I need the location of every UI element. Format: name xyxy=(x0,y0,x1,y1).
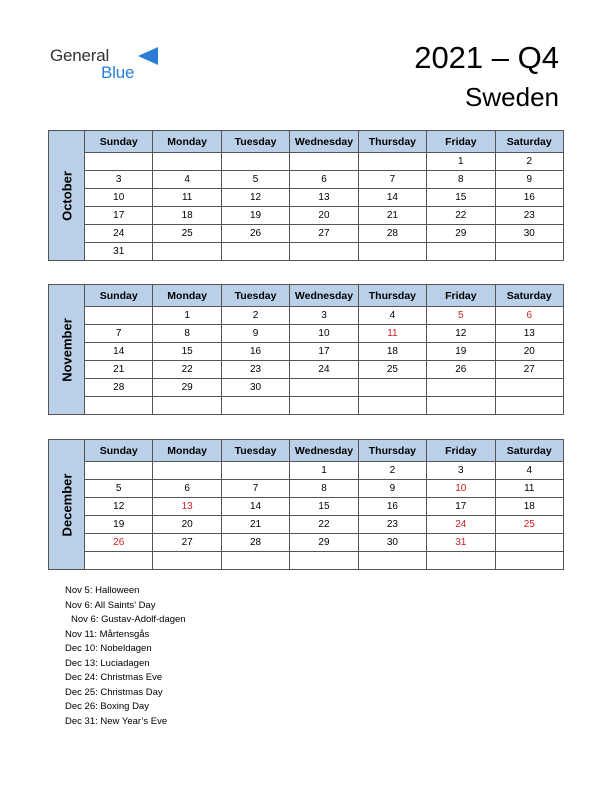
weekday-header: Wednesday xyxy=(290,440,358,462)
day-cell xyxy=(153,552,221,570)
day-cell: 18 xyxy=(358,343,426,361)
holiday-note: Dec 10: Nobeldagen xyxy=(65,643,152,654)
day-cell: 18 xyxy=(153,207,221,225)
day-cell xyxy=(153,153,221,171)
day-cell xyxy=(85,307,153,325)
week-row xyxy=(49,189,564,207)
day-cell: 28 xyxy=(85,379,153,397)
weekday-header: Thursday xyxy=(358,285,426,307)
day-cell: 23 xyxy=(221,361,289,379)
day-cell: 23 xyxy=(495,207,563,225)
day-cell: 4 xyxy=(358,307,426,325)
day-cell: 4 xyxy=(495,462,563,480)
day-cell: 26 xyxy=(85,534,153,552)
day-cell: 16 xyxy=(495,189,563,207)
day-cell: 17 xyxy=(427,498,495,516)
day-cell: 20 xyxy=(290,207,358,225)
month-name: November xyxy=(59,317,74,382)
day-cell xyxy=(358,153,426,171)
day-cell xyxy=(221,243,289,261)
day-cell: 17 xyxy=(290,343,358,361)
day-cell: 24 xyxy=(85,225,153,243)
weekday-header: Thursday xyxy=(358,131,426,153)
day-cell: 7 xyxy=(358,171,426,189)
day-cell xyxy=(85,397,153,415)
day-cell: 21 xyxy=(85,361,153,379)
country-name: Sweden xyxy=(465,82,559,112)
day-cell: 9 xyxy=(221,325,289,343)
month-december xyxy=(48,439,564,570)
day-cell: 28 xyxy=(358,225,426,243)
week-row xyxy=(49,379,564,397)
week-row xyxy=(49,307,564,325)
day-cell: 10 xyxy=(290,325,358,343)
day-cell: 13 xyxy=(495,325,563,343)
day-cell: 15 xyxy=(153,343,221,361)
day-cell xyxy=(495,379,563,397)
weekday-header: Sunday xyxy=(85,131,153,153)
day-cell: 9 xyxy=(495,171,563,189)
day-cell: 3 xyxy=(85,171,153,189)
day-cell: 25 xyxy=(153,225,221,243)
day-cell xyxy=(290,243,358,261)
day-cell: 22 xyxy=(427,207,495,225)
day-cell: 2 xyxy=(358,462,426,480)
week-row xyxy=(49,534,564,552)
holiday-note: Nov 5: Halloween xyxy=(65,585,140,596)
day-cell: 8 xyxy=(153,325,221,343)
day-cell: 24 xyxy=(290,361,358,379)
day-cell: 13 xyxy=(153,498,221,516)
day-cell: 24 xyxy=(427,516,495,534)
day-cell: 21 xyxy=(358,207,426,225)
day-cell: 17 xyxy=(85,207,153,225)
day-cell: 14 xyxy=(221,498,289,516)
day-cell xyxy=(495,534,563,552)
day-cell: 19 xyxy=(221,207,289,225)
weekday-header: Saturday xyxy=(495,285,563,307)
weekday-header: Saturday xyxy=(495,440,563,462)
week-row xyxy=(49,480,564,498)
day-cell: 10 xyxy=(85,189,153,207)
day-cell xyxy=(221,462,289,480)
day-cell xyxy=(221,552,289,570)
day-cell: 20 xyxy=(153,516,221,534)
day-cell: 8 xyxy=(290,480,358,498)
weekday-header: Tuesday xyxy=(221,440,289,462)
day-cell xyxy=(495,243,563,261)
holiday-note: Dec 25: Christmas Day xyxy=(65,686,163,698)
day-cell xyxy=(85,153,153,171)
logo-word-general: General xyxy=(50,46,110,65)
holiday-note: Nov 11: Mårtensgås xyxy=(65,628,150,640)
day-cell: 23 xyxy=(358,516,426,534)
logo-word-blue: Blue xyxy=(101,63,135,82)
day-cell: 12 xyxy=(221,189,289,207)
holiday-note: Nov 6: Gustav-Adolf-dagen xyxy=(71,614,186,625)
day-cell: 8 xyxy=(427,171,495,189)
day-cell xyxy=(427,243,495,261)
day-cell: 22 xyxy=(290,516,358,534)
day-cell: 6 xyxy=(290,171,358,189)
week-row xyxy=(49,397,564,415)
month-label-cell xyxy=(49,440,85,570)
holiday-note: Nov 6: All Saints’ Day xyxy=(65,599,156,611)
day-cell: 27 xyxy=(290,225,358,243)
day-cell: 19 xyxy=(427,343,495,361)
week-row xyxy=(49,343,564,361)
day-cell: 19 xyxy=(85,516,153,534)
day-cell: 5 xyxy=(427,307,495,325)
day-cell: 2 xyxy=(221,307,289,325)
weekday-header: Friday xyxy=(427,131,495,153)
month-label-cell xyxy=(49,285,85,415)
day-cell: 6 xyxy=(495,307,563,325)
day-cell xyxy=(85,552,153,570)
day-cell xyxy=(358,397,426,415)
day-cell xyxy=(290,397,358,415)
day-cell: 5 xyxy=(221,171,289,189)
day-cell: 21 xyxy=(221,516,289,534)
week-row xyxy=(49,153,564,171)
month-november xyxy=(48,284,564,415)
month-name: October xyxy=(59,170,74,221)
day-cell: 29 xyxy=(427,225,495,243)
weekday-header: Friday xyxy=(427,285,495,307)
week-row xyxy=(49,171,564,189)
weekday-header: Friday xyxy=(427,440,495,462)
weekday-header: Saturday xyxy=(495,131,563,153)
weekday-header: Wednesday xyxy=(290,131,358,153)
holiday-note: Dec 26: Boxing Day xyxy=(65,701,149,712)
day-cell: 1 xyxy=(290,462,358,480)
week-row xyxy=(49,498,564,516)
day-cell xyxy=(290,379,358,397)
day-cell: 31 xyxy=(85,243,153,261)
day-cell: 12 xyxy=(85,498,153,516)
brand-logo xyxy=(50,44,150,84)
day-cell: 16 xyxy=(358,498,426,516)
day-cell: 27 xyxy=(153,534,221,552)
week-row xyxy=(49,225,564,243)
week-row xyxy=(49,552,564,570)
day-cell xyxy=(153,397,221,415)
day-cell: 26 xyxy=(221,225,289,243)
logo-flag-icon xyxy=(138,47,158,65)
day-cell xyxy=(290,552,358,570)
weekday-header: Tuesday xyxy=(221,285,289,307)
day-cell xyxy=(358,243,426,261)
day-cell: 11 xyxy=(153,189,221,207)
day-cell xyxy=(290,153,358,171)
day-cell: 18 xyxy=(495,498,563,516)
day-cell: 29 xyxy=(290,534,358,552)
weekday-header: Tuesday xyxy=(221,131,289,153)
day-cell xyxy=(427,379,495,397)
day-cell: 1 xyxy=(153,307,221,325)
day-cell xyxy=(153,243,221,261)
weekday-header: Wednesday xyxy=(290,285,358,307)
week-row xyxy=(49,243,564,261)
week-row xyxy=(49,325,564,343)
calendar-table xyxy=(48,439,564,570)
day-cell: 11 xyxy=(495,480,563,498)
day-cell: 30 xyxy=(221,379,289,397)
day-cell: 15 xyxy=(290,498,358,516)
day-cell: 7 xyxy=(221,480,289,498)
day-cell: 2 xyxy=(495,153,563,171)
weekday-header: Thursday xyxy=(358,440,426,462)
day-cell: 5 xyxy=(85,480,153,498)
day-cell: 26 xyxy=(427,361,495,379)
weekday-header: Monday xyxy=(153,131,221,153)
day-cell: 29 xyxy=(153,379,221,397)
holiday-note: Dec 31: New Year’s Eve xyxy=(65,715,168,727)
day-cell: 25 xyxy=(495,516,563,534)
weekday-header: Monday xyxy=(153,440,221,462)
month-label-cell xyxy=(49,131,85,261)
calendar-table xyxy=(48,130,564,261)
day-cell xyxy=(427,397,495,415)
day-cell: 14 xyxy=(85,343,153,361)
day-cell: 7 xyxy=(85,325,153,343)
holiday-notes xyxy=(65,584,186,729)
day-cell: 6 xyxy=(153,480,221,498)
day-cell: 13 xyxy=(290,189,358,207)
day-cell: 10 xyxy=(427,480,495,498)
weekday-header: Sunday xyxy=(85,285,153,307)
week-row xyxy=(49,207,564,225)
holiday-note: Dec 13: Luciadagen xyxy=(65,657,150,669)
day-cell xyxy=(153,462,221,480)
day-cell xyxy=(495,397,563,415)
day-cell: 9 xyxy=(358,480,426,498)
day-cell: 20 xyxy=(495,343,563,361)
day-cell: 4 xyxy=(153,171,221,189)
holiday-note: Dec 24: Christmas Eve xyxy=(65,672,163,683)
month-name: December xyxy=(59,473,74,536)
day-cell xyxy=(221,397,289,415)
day-cell xyxy=(427,552,495,570)
weekday-header: Sunday xyxy=(85,440,153,462)
day-cell: 3 xyxy=(427,462,495,480)
day-cell xyxy=(495,552,563,570)
day-cell: 14 xyxy=(358,189,426,207)
day-cell: 25 xyxy=(358,361,426,379)
week-row xyxy=(49,462,564,480)
weekday-header: Monday xyxy=(153,285,221,307)
day-cell xyxy=(221,153,289,171)
day-cell: 16 xyxy=(221,343,289,361)
month-october xyxy=(48,130,564,261)
day-cell: 3 xyxy=(290,307,358,325)
week-row xyxy=(49,361,564,379)
day-cell xyxy=(358,552,426,570)
day-cell: 11 xyxy=(358,325,426,343)
day-cell xyxy=(85,462,153,480)
week-row xyxy=(49,516,564,534)
day-cell: 15 xyxy=(427,189,495,207)
day-cell: 30 xyxy=(495,225,563,243)
day-cell: 12 xyxy=(427,325,495,343)
day-cell: 28 xyxy=(221,534,289,552)
day-cell: 22 xyxy=(153,361,221,379)
page-title: 2021 – Q4 xyxy=(414,40,559,75)
day-cell xyxy=(358,379,426,397)
calendar-table xyxy=(48,284,564,415)
day-cell: 30 xyxy=(358,534,426,552)
day-cell: 31 xyxy=(427,534,495,552)
day-cell: 1 xyxy=(427,153,495,171)
day-cell: 27 xyxy=(495,361,563,379)
